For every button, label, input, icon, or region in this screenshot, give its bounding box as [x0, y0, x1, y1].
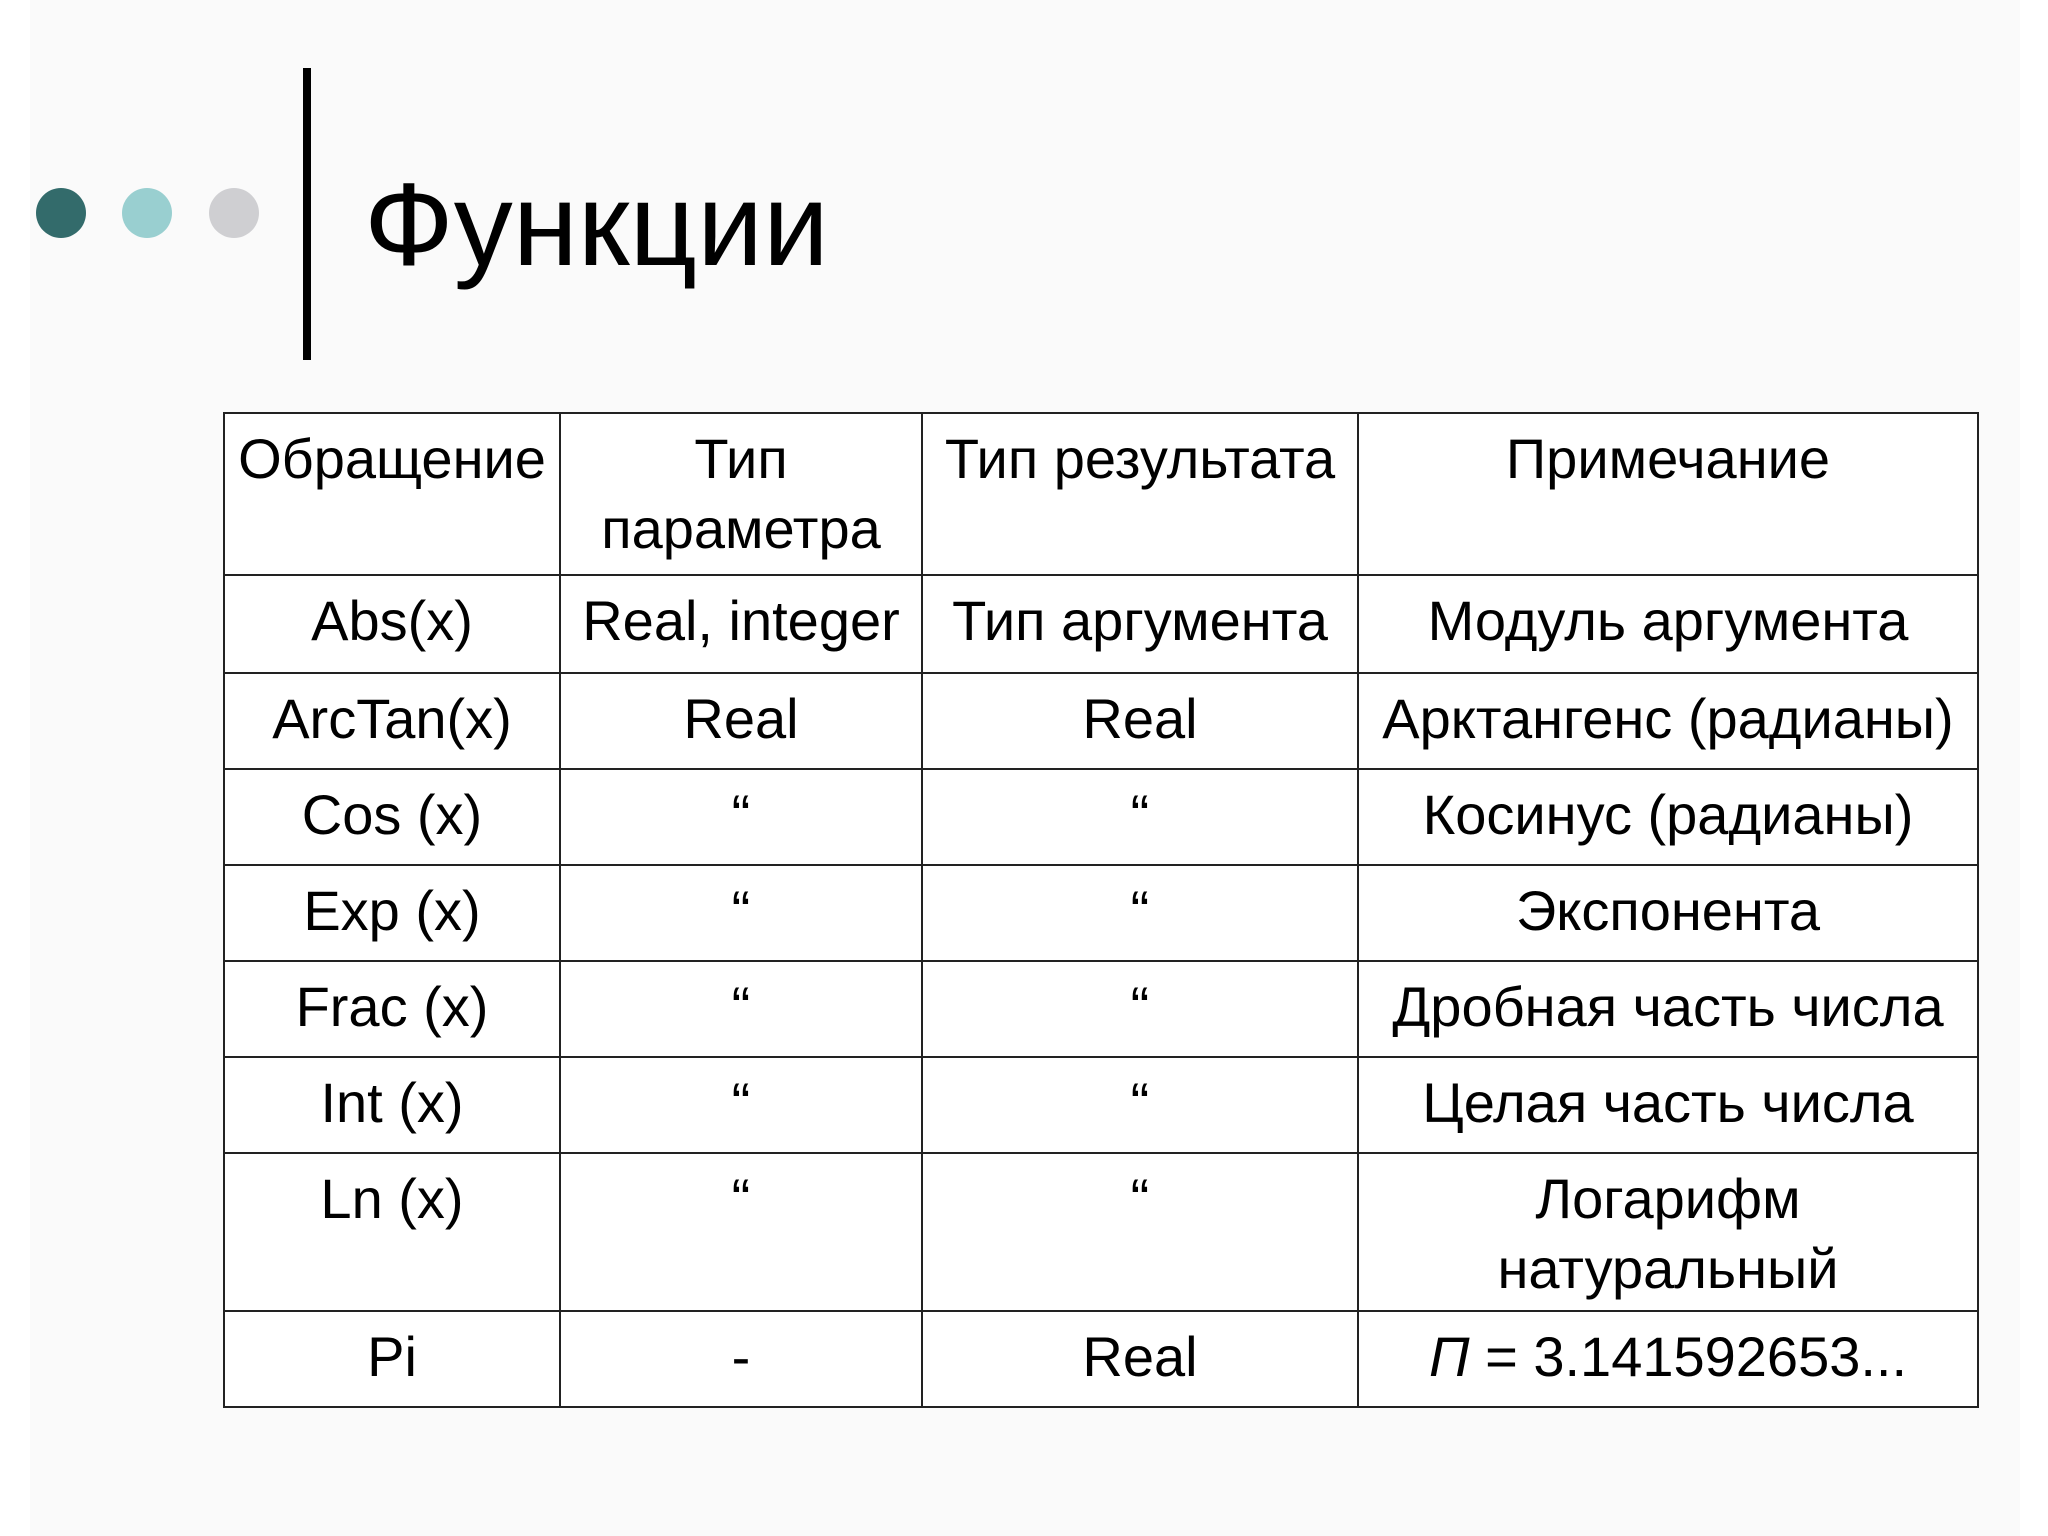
- cell-param-type: Real: [560, 673, 922, 769]
- cell-note: Логарифм натуральный: [1358, 1153, 1978, 1311]
- table-row: [224, 1057, 1978, 1153]
- title-divider: [303, 68, 311, 360]
- cell-param-type: “: [560, 769, 922, 865]
- cell-result-type: Real: [922, 673, 1358, 769]
- table-row: [224, 769, 1978, 865]
- cell-call: ArcTan(x): [224, 673, 560, 769]
- table-row: [224, 673, 1978, 769]
- header-param-type: Тип параметра: [560, 413, 922, 575]
- cell-call: Abs(x): [224, 575, 560, 673]
- cell-result-type: “: [922, 1057, 1358, 1153]
- table-header-row: [224, 413, 1978, 575]
- header-call: Обращение: [224, 413, 560, 575]
- cell-call: Int (x): [224, 1057, 560, 1153]
- cell-param-type: “: [560, 961, 922, 1057]
- functions-table: [223, 412, 1979, 1408]
- cell-result-type: “: [922, 961, 1358, 1057]
- cell-result-type: “: [922, 865, 1358, 961]
- cell-call: Exp (x): [224, 865, 560, 961]
- table-row: [224, 1153, 1978, 1311]
- cell-note: Целая часть числа: [1358, 1057, 1978, 1153]
- pi-value: = 3.141592653...: [1469, 1325, 1908, 1388]
- table-row: [224, 865, 1978, 961]
- cell-call: Frac (x): [224, 961, 560, 1057]
- header-result-type: Тип результата: [922, 413, 1358, 575]
- header-note: Примечание: [1358, 413, 1978, 575]
- decor-dot-gray: [209, 188, 259, 238]
- cell-note: [1358, 1311, 1978, 1407]
- cell-result-type: Тип аргумента: [922, 575, 1358, 673]
- decor-dot-dark: [36, 188, 86, 238]
- cell-note: Косинус (радианы): [1358, 769, 1978, 865]
- cell-note: Дробная часть числа: [1358, 961, 1978, 1057]
- pi-symbol: П: [1428, 1325, 1470, 1388]
- table-row: [224, 575, 1978, 673]
- table-row: [224, 961, 1978, 1057]
- cell-call: Ln (x): [224, 1153, 560, 1311]
- cell-result-type: “: [922, 1153, 1358, 1311]
- cell-param-type: “: [560, 1057, 922, 1153]
- cell-call: Cos (x): [224, 769, 560, 865]
- decor-dot-light: [122, 188, 172, 238]
- cell-param-type: -: [560, 1311, 922, 1407]
- table-row: [224, 1311, 1978, 1407]
- cell-param-type: “: [560, 865, 922, 961]
- cell-note: Модуль аргумента: [1358, 575, 1978, 673]
- cell-result-type: Real: [922, 1311, 1358, 1407]
- cell-note: Арктангенс (радианы): [1358, 673, 1978, 769]
- page-title: Функции: [364, 159, 829, 291]
- cell-param-type: “: [560, 1153, 922, 1311]
- cell-result-type: “: [922, 769, 1358, 865]
- cell-param-type: Real, integer: [560, 575, 922, 673]
- cell-note: Экспонента: [1358, 865, 1978, 961]
- cell-call: Pi: [224, 1311, 560, 1407]
